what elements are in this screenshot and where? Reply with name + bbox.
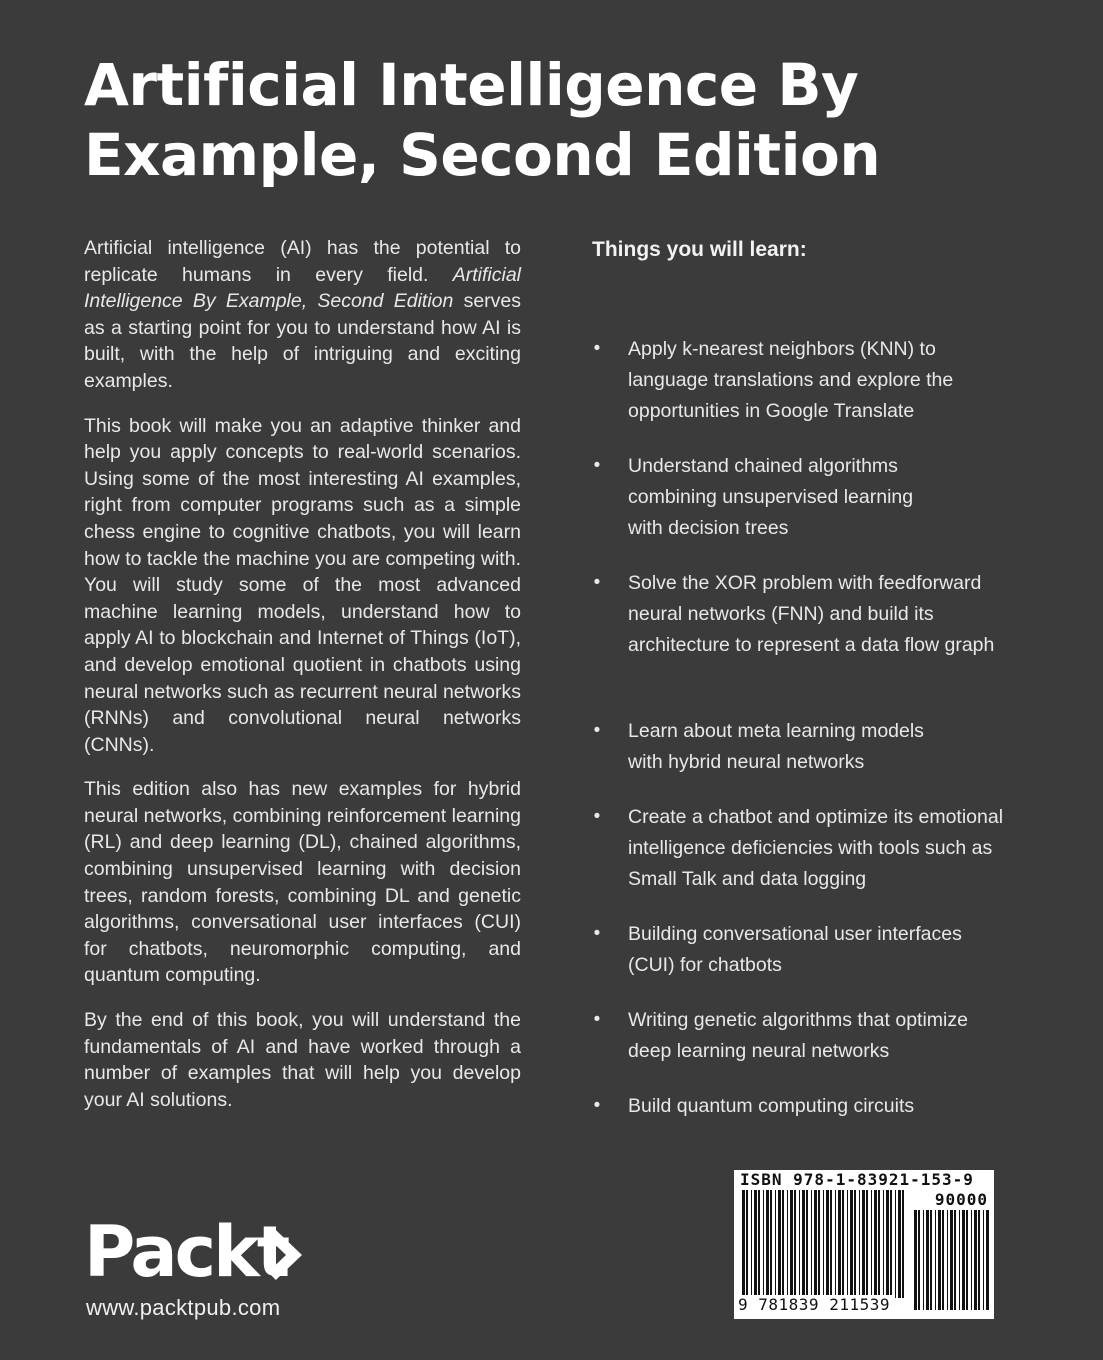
- barcode-bar: [766, 1190, 769, 1298]
- learn-item-text: Solve the XOR problem with feedforward neural networks (FNN) and build its architecture to represent a data flow graph: [628, 572, 995, 656]
- barcode-bar: [962, 1210, 965, 1310]
- barcode-bar: [758, 1190, 760, 1298]
- barcode-bar: [862, 1190, 865, 1298]
- learn-item: [592, 451, 1012, 543]
- learn-item-text: Create a chatbot and optimize its emotional intelligence deficiencies with tools such as Small Talk and data logging: [628, 806, 1004, 890]
- learn-item: [592, 1005, 1012, 1067]
- description-paragraph-2: This book will make you an adaptive thinker and help you apply concepts to real-world scenarios. Using some of the most interesting AI examples, right from computer programs such as a simple chess engine to cognitive chatbots, you will learn how to tackle the machine you are competing with. You will study some of the most advanced machine learning models, understand how to apply AI to blockchain and Internet of Things (IoT), and develop emotional quotient in chatbots using neural networks such as recurrent neural networks (RNNs) and convolutional neural networks (CNNs).: [84, 414, 521, 756]
- barcode-bar: [950, 1210, 953, 1310]
- description-paragraph-4: By the end of this book, you will understand the fundamentals of AI and have worked through a number of examples that will help you develop your AI solutions.: [84, 1009, 521, 1111]
- barcode-bar: [854, 1190, 856, 1298]
- barcode-bar: [971, 1210, 972, 1310]
- barcode-bar: [902, 1190, 904, 1298]
- isbn-label: ISBN 978-1-83921-153-9: [740, 1170, 974, 1189]
- barcode-bar: [966, 1210, 968, 1310]
- bullet-icon: •: [593, 1009, 601, 1030]
- barcode-bars-main: [742, 1190, 904, 1298]
- learn-item-text: Build quantum computing circuits: [628, 1095, 915, 1117]
- barcode-bar: [895, 1190, 896, 1298]
- price-code: 90000: [934, 1190, 988, 1209]
- barcode-bar: [859, 1190, 860, 1298]
- barcode-bar: [799, 1190, 800, 1298]
- bullet-icon: •: [593, 806, 601, 827]
- learn-item: [592, 716, 1012, 778]
- learn-heading: Things you will learn:: [592, 238, 807, 261]
- learn-item-text: Apply k-nearest neighbors (KNN) to language translations and explore the opportunities in Google Translate: [628, 338, 954, 422]
- barcode-bar: [923, 1210, 924, 1310]
- barcode-bar: [775, 1190, 776, 1298]
- barcode-bar: [794, 1190, 796, 1298]
- barcode-bar: [782, 1190, 784, 1298]
- barcode-bar: [790, 1190, 793, 1298]
- barcode-bar: [746, 1190, 748, 1298]
- description-p1-start: Artificial intelligence (AI) has the potential to replicate humans in every field.: [84, 237, 521, 286]
- barcode-bar: [930, 1210, 932, 1310]
- title-line-2: Example, Second Edition: [84, 121, 881, 189]
- barcode-bar: [838, 1190, 841, 1298]
- barcode-bar: [835, 1190, 836, 1298]
- barcode-number: 9 781839 211539: [738, 1295, 890, 1314]
- barcode-bar: [983, 1210, 984, 1310]
- barcode-bar: [898, 1190, 901, 1298]
- barcode-bar: [823, 1190, 824, 1298]
- bullet-icon: •: [593, 720, 601, 741]
- barcode-bar: [890, 1190, 892, 1298]
- barcode-bar: [974, 1210, 977, 1310]
- barcode-bar: [778, 1190, 781, 1298]
- barcode-bar: [883, 1190, 884, 1298]
- title-line-1: Artificial Intelligence By: [84, 51, 859, 119]
- barcode-bar: [850, 1190, 853, 1298]
- description-paragraph-3: This edition also has new examples for hybrid neural networks, combining reinforcement learning (RL) and deep learning (DL), chained algorithms, combining unsupervised learning with decision trees, random forests, combining DL and genetic algorithms, conversational user interfaces (CUI) for chatbots, neuromorphic computing, and quantum computing.: [84, 778, 521, 987]
- bullet-icon: •: [593, 923, 601, 944]
- barcode-bar: [986, 1210, 989, 1310]
- barcode-bar: [787, 1190, 788, 1298]
- barcode-bar: [866, 1190, 868, 1298]
- barcode-bar: [886, 1190, 889, 1298]
- packt-logo-icon: [84, 1212, 304, 1292]
- barcode-bar: [811, 1190, 812, 1298]
- barcode-bar: [954, 1210, 956, 1310]
- publisher-website: www.packtpub.com: [86, 1295, 281, 1320]
- book-description: [84, 235, 521, 1131]
- packt-logo: [84, 1212, 304, 1292]
- barcode-bar: [770, 1190, 772, 1298]
- barcode-bar: [847, 1190, 848, 1298]
- barcode-bar: [935, 1210, 936, 1310]
- barcode-bar: [874, 1190, 877, 1298]
- bullet-icon: •: [593, 338, 601, 359]
- learn-item-text: Learn about meta learning models with hybrid neural networks: [628, 720, 924, 773]
- barcode-bar: [754, 1190, 757, 1298]
- barcode-bar: [814, 1190, 817, 1298]
- learn-item: [592, 568, 1012, 660]
- description-book-name: Artificial Intelligence By Example, Second Edition: [84, 263, 521, 313]
- barcode-bar: [959, 1210, 960, 1310]
- packt-logo-text: Packt: [84, 1212, 288, 1292]
- bullet-icon: •: [593, 455, 601, 476]
- learn-item-text: Building conversational user interfaces (CUI) for chatbots: [628, 923, 962, 976]
- barcode-bars-addon: [914, 1210, 989, 1310]
- barcode-bar: [978, 1210, 980, 1310]
- barcode-bar: [938, 1210, 941, 1310]
- barcode-bar: [926, 1210, 929, 1310]
- barcode-bar: [806, 1190, 808, 1298]
- barcode-bar: [818, 1190, 820, 1298]
- barcode-bar: [947, 1210, 948, 1310]
- barcode-bar: [871, 1190, 872, 1298]
- barcode-bar: [842, 1190, 844, 1298]
- bullet-icon: •: [593, 572, 601, 593]
- bullet-icon: •: [593, 1095, 601, 1116]
- learn-item: [592, 802, 1012, 894]
- barcode-bar: [763, 1190, 764, 1298]
- barcode-bar: [878, 1190, 880, 1298]
- barcode-bar: [826, 1190, 829, 1298]
- learn-section: [592, 235, 1022, 1117]
- barcode-bar: [914, 1210, 917, 1310]
- description-p1-end: serves as a starting point for you to understand how AI is built, with the help of intriguing and exciting examples.: [84, 290, 521, 392]
- learn-item-text: Understand chained algorithms combining unsupervised learning with decision trees: [628, 455, 914, 539]
- barcode-bar: [918, 1210, 920, 1310]
- barcode-bar: [751, 1190, 752, 1298]
- description-paragraph-1: [84, 235, 521, 395]
- learn-item: [592, 1091, 1012, 1122]
- learn-item: [592, 919, 1012, 981]
- learn-item: [592, 334, 1012, 426]
- barcode-bar: [802, 1190, 805, 1298]
- barcode-bar: [830, 1190, 832, 1298]
- learn-item-text: Writing genetic algorithms that optimize deep learning neural networks: [628, 1009, 968, 1062]
- barcode-bar: [742, 1190, 745, 1298]
- isbn-barcode: [734, 1170, 994, 1319]
- barcode-bar: [942, 1210, 944, 1310]
- book-title: [84, 50, 984, 190]
